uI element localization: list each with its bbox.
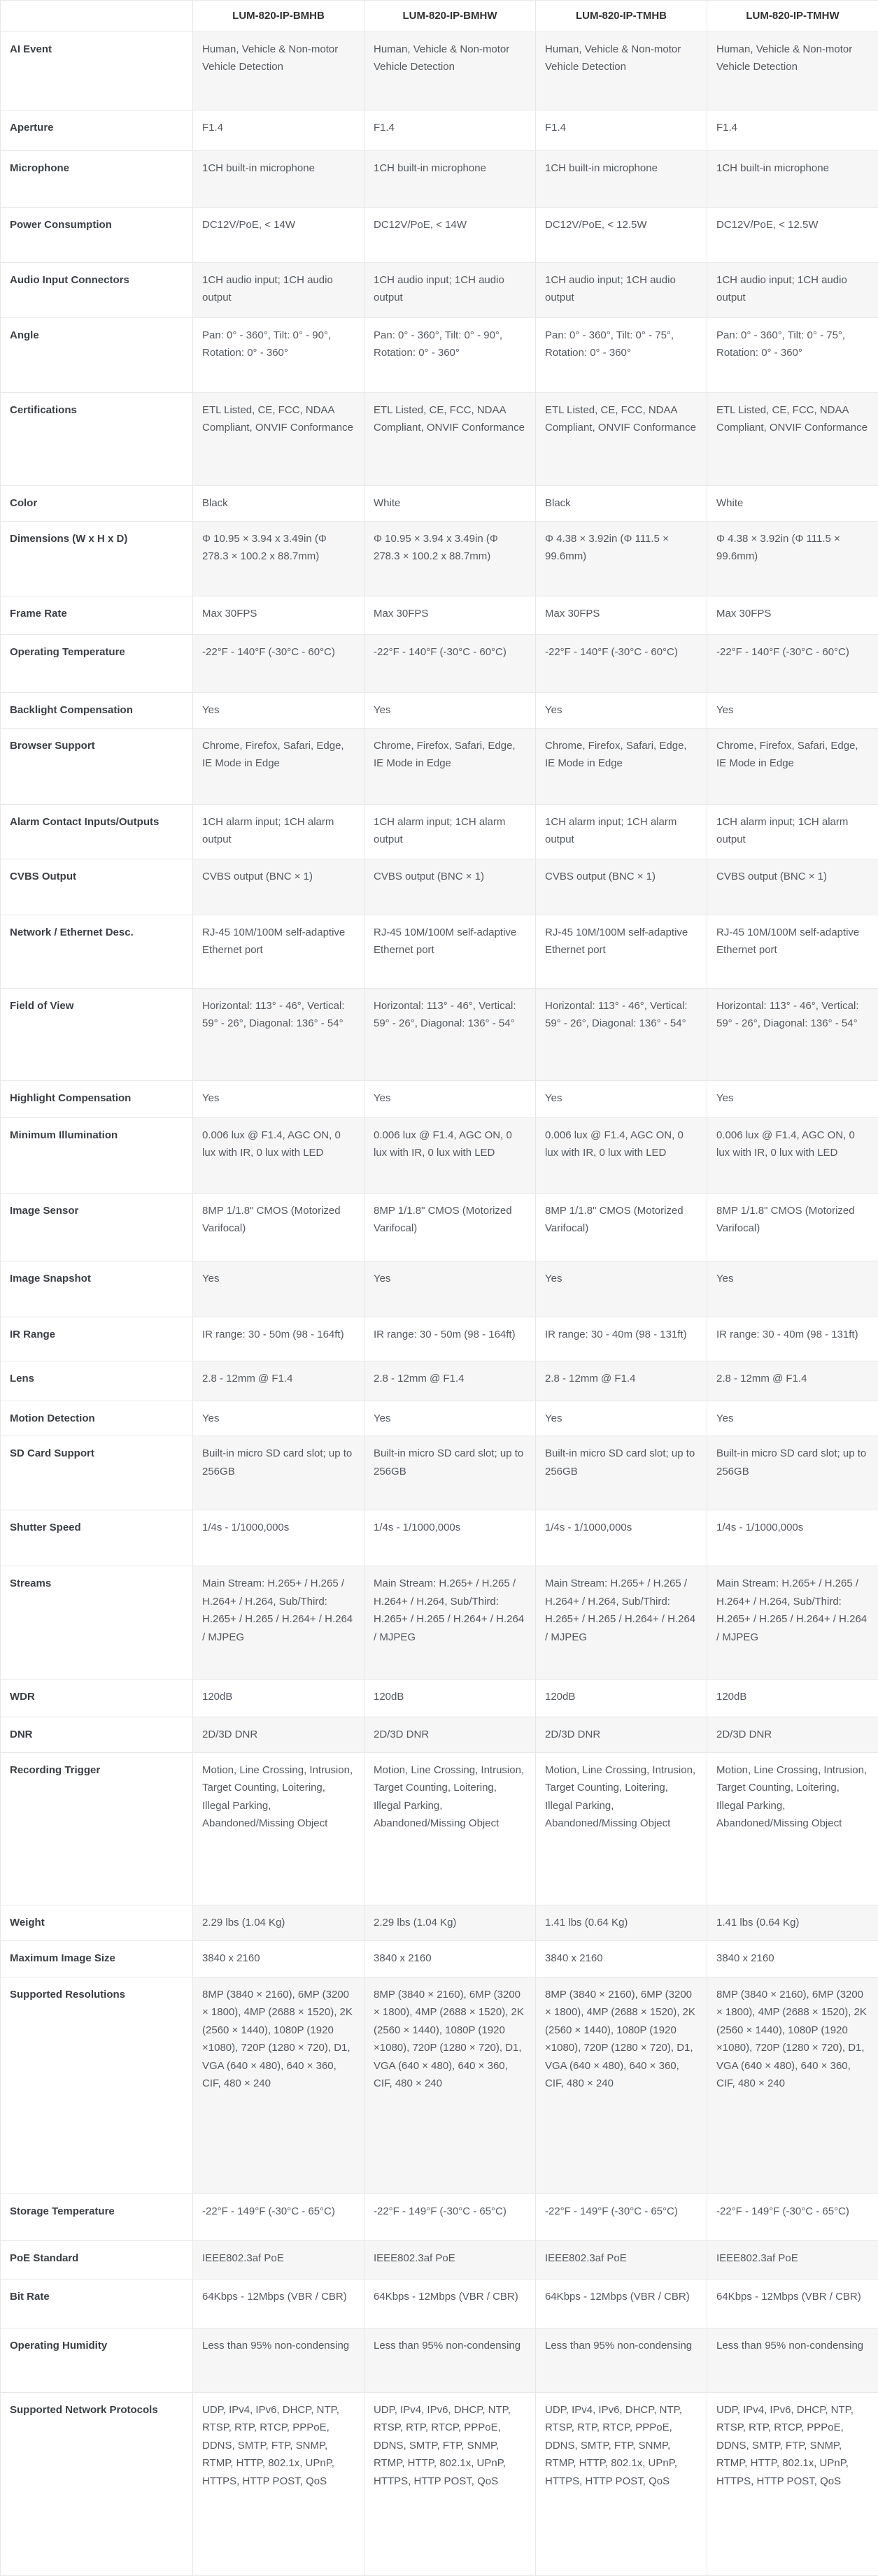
spec-value-cell: Human, Vehicle & Non-motor Vehicle Detection — [364, 31, 536, 110]
spec-value-cell: Chrome, Firefox, Safari, Edge, IE Mode in Edge — [364, 728, 536, 804]
table-row — [1, 521, 878, 596]
spec-value-cell: 120dB — [364, 1680, 536, 1717]
spec-label-cell: Alarm Contact Inputs/Outputs — [1, 804, 193, 859]
spec-value-cell: 64Kbps - 12Mbps (VBR / CBR) — [364, 2279, 536, 2328]
spec-label-cell: Maximum Image Size — [1, 1940, 193, 1977]
spec-value-cell: Yes — [707, 1401, 878, 1436]
table-row — [1, 110, 878, 150]
spec-value-cell: White — [364, 485, 536, 521]
spec-value-cell: DC12V/PoE, < 12.5W — [536, 207, 707, 262]
spec-value-cell: -22°F - 149°F (-30°C - 65°C) — [707, 2194, 878, 2240]
spec-value-cell: 120dB — [536, 1680, 707, 1717]
spec-value-cell: IEEE802.3af PoE — [364, 2240, 536, 2279]
spec-value-cell: Yes — [193, 1261, 364, 1317]
spec-value-cell: IR range: 30 - 40m (98 - 131ft) — [536, 1317, 707, 1361]
spec-label-cell: Operating Temperature — [1, 634, 193, 692]
table-row — [1, 1401, 878, 1436]
table-row — [1, 1261, 878, 1317]
spec-value-cell: Max 30FPS — [364, 596, 536, 634]
spec-value-cell: CVBS output (BNC × 1) — [364, 859, 536, 915]
spec-value-cell: Human, Vehicle & Non-motor Vehicle Detection — [536, 31, 707, 110]
table-row — [1, 1717, 878, 1753]
spec-value-cell: Built-in micro SD card slot; up to 256GB — [536, 1436, 707, 1510]
spec-value-cell: 1CH audio input; 1CH audio output — [193, 262, 364, 317]
spec-value-cell: -22°F - 149°F (-30°C - 65°C) — [536, 2194, 707, 2240]
table-row — [1, 1752, 878, 1905]
spec-value-cell: RJ-45 10M/100M self-adaptive Ethernet port — [364, 915, 536, 988]
spec-value-cell: 2D/3D DNR — [707, 1717, 878, 1753]
spec-value-cell: DC12V/PoE, < 14W — [193, 207, 364, 262]
table-row — [1, 634, 878, 692]
spec-value-cell: Motion, Line Crossing, Intrusion, Target Counting, Loitering, Illegal Parking, Abandoned/Missing Object — [707, 1752, 878, 1905]
spec-value-cell: Horizontal: 113° - 46°, Vertical: 59° - 26°, Diagonal: 136° - 54° — [536, 988, 707, 1080]
spec-value-cell: Less than 95% non-condensing — [364, 2328, 536, 2392]
spec-value-cell: Motion, Line Crossing, Intrusion, Target Counting, Loitering, Illegal Parking, Abandoned/Missing Object — [193, 1752, 364, 1905]
spec-value-cell: -22°F - 149°F (-30°C - 65°C) — [364, 2194, 536, 2240]
table-row — [1, 1977, 878, 2194]
table-header — [1, 1, 878, 32]
spec-label-cell: Audio Input Connectors — [1, 262, 193, 317]
column-header-3: LUM-820-IP-TMHB — [536, 1, 707, 32]
spec-value-cell: Horizontal: 113° - 46°, Vertical: 59° - 26°, Diagonal: 136° - 54° — [707, 988, 878, 1080]
spec-value-cell: DC12V/PoE, < 14W — [364, 207, 536, 262]
spec-value-cell: 1CH built-in microphone — [536, 150, 707, 207]
spec-value-cell: 1CH alarm input; 1CH alarm output — [536, 804, 707, 859]
spec-value-cell: IR range: 30 - 40m (98 - 131ft) — [707, 1317, 878, 1361]
spec-label-cell: Shutter Speed — [1, 1510, 193, 1566]
spec-value-cell: Yes — [364, 1261, 536, 1317]
spec-label-cell: Operating Humidity — [1, 2328, 193, 2392]
spec-label-cell: Color — [1, 485, 193, 521]
spec-value-cell: Pan: 0° - 360°, Tilt: 0° - 75°, Rotation: 0° - 360° — [536, 317, 707, 392]
table-row — [1, 1905, 878, 1940]
spec-value-cell: RJ-45 10M/100M self-adaptive Ethernet port — [707, 915, 878, 988]
spec-label-cell: Dimensions (W x H x D) — [1, 521, 193, 596]
spec-value-cell: -22°F - 140°F (-30°C - 60°C) — [536, 634, 707, 692]
spec-value-cell: 0.006 lux @ F1.4, AGC ON, 0 lux with IR, 0 lux with LED — [193, 1117, 364, 1193]
spec-label-cell: Certifications — [1, 392, 193, 485]
spec-value-cell: 1/4s - 1/1000,000s — [707, 1510, 878, 1566]
spec-value-cell: 8MP 1/1.8" CMOS (Motorized Varifocal) — [364, 1193, 536, 1261]
spec-value-cell: Chrome, Firefox, Safari, Edge, IE Mode in Edge — [707, 728, 878, 804]
spec-value-cell: 120dB — [193, 1680, 364, 1717]
spec-value-cell: ETL Listed, CE, FCC, NDAA Compliant, ONVIF Conformance — [364, 392, 536, 485]
spec-value-cell: Black — [193, 485, 364, 521]
table-row — [1, 596, 878, 634]
table-row — [1, 2392, 878, 2575]
spec-value-cell: 8MP (3840 × 2160), 6MP (3200 × 1800), 4MP (2688 × 1520), 2K (2560 × 1440), 1080P (1920 ×1080), 720P (1280 × 720), D1, VGA (640 × 480), 640 × 360, CIF, 480 × 240 — [193, 1977, 364, 2194]
spec-label-cell: AI Event — [1, 31, 193, 110]
table-row — [1, 2194, 878, 2240]
spec-value-cell: 1/4s - 1/1000,000s — [536, 1510, 707, 1566]
spec-value-cell: 1CH alarm input; 1CH alarm output — [364, 804, 536, 859]
spec-value-cell: Max 30FPS — [193, 596, 364, 634]
spec-value-cell: F1.4 — [707, 110, 878, 150]
spec-value-cell: DC12V/PoE, < 12.5W — [707, 207, 878, 262]
spec-value-cell: Human, Vehicle & Non-motor Vehicle Detection — [193, 31, 364, 110]
spec-value-cell: UDP, IPv4, IPv6, DHCP, NTP, RTSP, RTP, RTCP, PPPoE, DDNS, SMTP, FTP, SNMP, RTMP, HTTP, 802.1x, UPnP, HTTPS, HTTP POST, QoS — [536, 2392, 707, 2575]
table-body — [1, 31, 878, 2575]
table-row — [1, 804, 878, 859]
spec-value-cell: 0.006 lux @ F1.4, AGC ON, 0 lux with IR, 0 lux with LED — [364, 1117, 536, 1193]
spec-value-cell: Pan: 0° - 360°, Tilt: 0° - 90°, Rotation: 0° - 360° — [193, 317, 364, 392]
spec-value-cell: Main Stream: H.265+ / H.265 / H.264+ / H.264, Sub/Third: H.265+ / H.265 / H.264+ / H.264 / MJPEG — [536, 1566, 707, 1680]
table-row — [1, 2279, 878, 2328]
spec-value-cell: 1CH alarm input; 1CH alarm output — [707, 804, 878, 859]
spec-value-cell: 1CH alarm input; 1CH alarm output — [193, 804, 364, 859]
column-header-1: LUM-820-IP-BMHB — [193, 1, 364, 32]
table-row — [1, 1680, 878, 1717]
spec-value-cell: Yes — [193, 1080, 364, 1117]
spec-value-cell: CVBS output (BNC × 1) — [193, 859, 364, 915]
spec-value-cell: 2.8 - 12mm @ F1.4 — [193, 1361, 364, 1401]
spec-value-cell: UDP, IPv4, IPv6, DHCP, NTP, RTSP, RTP, RTCP, PPPoE, DDNS, SMTP, FTP, SNMP, RTMP, HTTP, 802.1x, UPnP, HTTPS, HTTP POST, QoS — [707, 2392, 878, 2575]
header-row — [1, 1, 878, 32]
spec-value-cell: Max 30FPS — [707, 596, 878, 634]
spec-value-cell: Yes — [193, 1401, 364, 1436]
spec-label-cell: Power Consumption — [1, 207, 193, 262]
spec-value-cell: Main Stream: H.265+ / H.265 / H.264+ / H.264, Sub/Third: H.265+ / H.265 / H.264+ / H.264 / MJPEG — [193, 1566, 364, 1680]
spec-value-cell: Human, Vehicle & Non-motor Vehicle Detection — [707, 31, 878, 110]
spec-value-cell: Black — [536, 485, 707, 521]
spec-value-cell: UDP, IPv4, IPv6, DHCP, NTP, RTSP, RTP, RTCP, PPPoE, DDNS, SMTP, FTP, SNMP, RTMP, HTTP, 802.1x, UPnP, HTTPS, HTTP POST, QoS — [364, 2392, 536, 2575]
spec-value-cell: Φ 10.95 × 3.94 x 3.49in (Φ 278.3 × 100.2 x 88.7mm) — [364, 521, 536, 596]
spec-value-cell: 2.8 - 12mm @ F1.4 — [707, 1361, 878, 1401]
spec-value-cell: Yes — [536, 1401, 707, 1436]
spec-value-cell: Main Stream: H.265+ / H.265 / H.264+ / H.264, Sub/Third: H.265+ / H.265 / H.264+ / H.264 / MJPEG — [707, 1566, 878, 1680]
spec-value-cell: Less than 95% non-condensing — [193, 2328, 364, 2392]
spec-value-cell: 8MP (3840 × 2160), 6MP (3200 × 1800), 4MP (2688 × 1520), 2K (2560 × 1440), 1080P (1920 ×1080), 720P (1280 × 720), D1, VGA (640 × 480), 640 × 360, CIF, 480 × 240 — [536, 1977, 707, 2194]
spec-label-cell: IR Range — [1, 1317, 193, 1361]
spec-value-cell: 8MP 1/1.8" CMOS (Motorized Varifocal) — [193, 1193, 364, 1261]
spec-value-cell: -22°F - 140°F (-30°C - 60°C) — [364, 634, 536, 692]
table-row — [1, 1361, 878, 1401]
spec-value-cell: F1.4 — [536, 110, 707, 150]
spec-label-cell: Microphone — [1, 150, 193, 207]
spec-value-cell: Main Stream: H.265+ / H.265 / H.264+ / H.264, Sub/Third: H.265+ / H.265 / H.264+ / H.264 / MJPEG — [364, 1566, 536, 1680]
spec-value-cell: IR range: 30 - 50m (98 - 164ft) — [193, 1317, 364, 1361]
spec-value-cell: 3840 x 2160 — [193, 1940, 364, 1977]
spec-label-cell: Network / Ethernet Desc. — [1, 915, 193, 988]
spec-value-cell: Yes — [364, 692, 536, 728]
spec-value-cell: 64Kbps - 12Mbps (VBR / CBR) — [193, 2279, 364, 2328]
spec-value-cell: Yes — [707, 1080, 878, 1117]
spec-value-cell: UDP, IPv4, IPv6, DHCP, NTP, RTSP, RTP, RTCP, PPPoE, DDNS, SMTP, FTP, SNMP, RTMP, HTTP, 802.1x, UPnP, HTTPS, HTTP POST, QoS — [193, 2392, 364, 2575]
spec-value-cell: CVBS output (BNC × 1) — [536, 859, 707, 915]
spec-label-cell: Aperture — [1, 110, 193, 150]
table-row — [1, 1436, 878, 1510]
spec-value-cell: ETL Listed, CE, FCC, NDAA Compliant, ONVIF Conformance — [707, 392, 878, 485]
column-header-2: LUM-820-IP-BMHW — [364, 1, 536, 32]
spec-value-cell: IEEE802.3af PoE — [193, 2240, 364, 2279]
spec-value-cell: 8MP 1/1.8" CMOS (Motorized Varifocal) — [536, 1193, 707, 1261]
spec-label-cell: Supported Network Protocols — [1, 2392, 193, 2575]
spec-value-cell: 1CH audio input; 1CH audio output — [364, 262, 536, 317]
spec-value-cell: Yes — [364, 1401, 536, 1436]
table-row — [1, 1940, 878, 1977]
table-row — [1, 207, 878, 262]
spec-value-cell: Yes — [193, 692, 364, 728]
spec-value-cell: 1CH audio input; 1CH audio output — [536, 262, 707, 317]
spec-value-cell: 1.41 lbs (0.64 Kg) — [707, 1905, 878, 1940]
table-row — [1, 1193, 878, 1261]
spec-value-cell: -22°F - 140°F (-30°C - 60°C) — [707, 634, 878, 692]
spec-value-cell: Yes — [707, 1261, 878, 1317]
table-row — [1, 728, 878, 804]
spec-value-cell: Horizontal: 113° - 46°, Vertical: 59° - 26°, Diagonal: 136° - 54° — [364, 988, 536, 1080]
spec-value-cell: 3840 x 2160 — [364, 1940, 536, 1977]
spec-value-cell: 120dB — [707, 1680, 878, 1717]
spec-label-cell: Storage Temperature — [1, 2194, 193, 2240]
table-row — [1, 1117, 878, 1193]
spec-value-cell: 8MP 1/1.8" CMOS (Motorized Varifocal) — [707, 1193, 878, 1261]
spec-value-cell: IR range: 30 - 50m (98 - 164ft) — [364, 1317, 536, 1361]
spec-value-cell: Pan: 0° - 360°, Tilt: 0° - 90°, Rotation: 0° - 360° — [364, 317, 536, 392]
corner-cell — [1, 1, 193, 32]
spec-label-cell: Highlight Compensation — [1, 1080, 193, 1117]
spec-value-cell: Built-in micro SD card slot; up to 256GB — [193, 1436, 364, 1510]
spec-label-cell: DNR — [1, 1717, 193, 1753]
spec-label-cell: PoE Standard — [1, 2240, 193, 2279]
spec-value-cell: 3840 x 2160 — [536, 1940, 707, 1977]
spec-value-cell: ETL Listed, CE, FCC, NDAA Compliant, ONVIF Conformance — [536, 392, 707, 485]
table-row — [1, 692, 878, 728]
spec-value-cell: RJ-45 10M/100M self-adaptive Ethernet port — [193, 915, 364, 988]
spec-value-cell: F1.4 — [364, 110, 536, 150]
spec-value-cell: Φ 4.38 × 3.92in (Φ 111.5 × 99.6mm) — [536, 521, 707, 596]
table-row — [1, 2240, 878, 2279]
spec-value-cell: 1CH built-in microphone — [364, 150, 536, 207]
spec-value-cell: Built-in micro SD card slot; up to 256GB — [707, 1436, 878, 1510]
spec-value-cell: 1.41 lbs (0.64 Kg) — [536, 1905, 707, 1940]
spec-value-cell: CVBS output (BNC × 1) — [707, 859, 878, 915]
spec-value-cell: Built-in micro SD card slot; up to 256GB — [364, 1436, 536, 1510]
spec-value-cell: 1CH built-in microphone — [707, 150, 878, 207]
spec-value-cell: 2D/3D DNR — [364, 1717, 536, 1753]
spec-value-cell: RJ-45 10M/100M self-adaptive Ethernet port — [536, 915, 707, 988]
table-row — [1, 1510, 878, 1566]
table-row — [1, 485, 878, 521]
spec-label-cell: Browser Support — [1, 728, 193, 804]
spec-value-cell: 2D/3D DNR — [193, 1717, 364, 1753]
spec-value-cell: Horizontal: 113° - 46°, Vertical: 59° - 26°, Diagonal: 136° - 54° — [193, 988, 364, 1080]
spec-value-cell: 3840 x 2160 — [707, 1940, 878, 1977]
spec-value-cell: Motion, Line Crossing, Intrusion, Target Counting, Loitering, Illegal Parking, Abandoned/Missing Object — [364, 1752, 536, 1905]
spec-value-cell: Less than 95% non-condensing — [536, 2328, 707, 2392]
spec-label-cell: WDR — [1, 1680, 193, 1717]
spec-value-cell: 2.8 - 12mm @ F1.4 — [364, 1361, 536, 1401]
spec-label-cell: Backlight Compensation — [1, 692, 193, 728]
table-row — [1, 1566, 878, 1680]
spec-value-cell: ETL Listed, CE, FCC, NDAA Compliant, ONVIF Conformance — [193, 392, 364, 485]
spec-value-cell: 64Kbps - 12Mbps (VBR / CBR) — [536, 2279, 707, 2328]
spec-value-cell: -22°F - 140°F (-30°C - 60°C) — [193, 634, 364, 692]
spec-value-cell: Chrome, Firefox, Safari, Edge, IE Mode in Edge — [536, 728, 707, 804]
table-row — [1, 915, 878, 988]
spec-value-cell: 1/4s - 1/1000,000s — [364, 1510, 536, 1566]
spec-value-cell: 8MP (3840 × 2160), 6MP (3200 × 1800), 4MP (2688 × 1520), 2K (2560 × 1440), 1080P (1920 ×1080), 720P (1280 × 720), D1, VGA (640 × 480), 640 × 360, CIF, 480 × 240 — [364, 1977, 536, 2194]
spec-label-cell: Image Snapshot — [1, 1261, 193, 1317]
table-row — [1, 31, 878, 110]
table-row — [1, 150, 878, 207]
spec-value-cell: -22°F - 149°F (-30°C - 65°C) — [193, 2194, 364, 2240]
spec-value-cell: 1/4s - 1/1000,000s — [193, 1510, 364, 1566]
spec-label-cell: Lens — [1, 1361, 193, 1401]
spec-value-cell: F1.4 — [193, 110, 364, 150]
table-row — [1, 262, 878, 317]
spec-value-cell: Motion, Line Crossing, Intrusion, Target Counting, Loitering, Illegal Parking, Abandoned/Missing Object — [536, 1752, 707, 1905]
spec-label-cell: Field of View — [1, 988, 193, 1080]
spec-value-cell: IEEE802.3af PoE — [707, 2240, 878, 2279]
spec-value-cell: 1CH built-in microphone — [193, 150, 364, 207]
column-header-4: LUM-820-IP-TMHW — [707, 1, 878, 32]
spec-label-cell: Frame Rate — [1, 596, 193, 634]
table-row — [1, 317, 878, 392]
table-row — [1, 392, 878, 485]
spec-value-cell: Yes — [536, 1080, 707, 1117]
spec-value-cell: 0.006 lux @ F1.4, AGC ON, 0 lux with IR, 0 lux with LED — [536, 1117, 707, 1193]
spec-label-cell: Image Sensor — [1, 1193, 193, 1261]
spec-label-cell: Bit Rate — [1, 2279, 193, 2328]
spec-value-cell: Yes — [536, 692, 707, 728]
spec-label-cell: Recording Trigger — [1, 1752, 193, 1905]
table-row — [1, 2328, 878, 2392]
spec-value-cell: Yes — [364, 1080, 536, 1117]
spec-value-cell: 2.29 lbs (1.04 Kg) — [364, 1905, 536, 1940]
spec-value-cell: White — [707, 485, 878, 521]
spec-value-cell: Chrome, Firefox, Safari, Edge, IE Mode in Edge — [193, 728, 364, 804]
table-row — [1, 1080, 878, 1117]
spec-label-cell: Weight — [1, 1905, 193, 1940]
spec-value-cell: 2D/3D DNR — [536, 1717, 707, 1753]
spec-value-cell: Pan: 0° - 360°, Tilt: 0° - 75°, Rotation: 0° - 360° — [707, 317, 878, 392]
spec-value-cell: IEEE802.3af PoE — [536, 2240, 707, 2279]
table-row — [1, 988, 878, 1080]
spec-label-cell: Angle — [1, 317, 193, 392]
spec-label-cell: Minimum Illumination — [1, 1117, 193, 1193]
table-row — [1, 859, 878, 915]
spec-value-cell: Φ 4.38 × 3.92in (Φ 111.5 × 99.6mm) — [707, 521, 878, 596]
spec-value-cell: 2.8 - 12mm @ F1.4 — [536, 1361, 707, 1401]
spec-value-cell: Less than 95% non-condensing — [707, 2328, 878, 2392]
spec-label-cell: Streams — [1, 1566, 193, 1680]
spec-value-cell: 64Kbps - 12Mbps (VBR / CBR) — [707, 2279, 878, 2328]
spec-value-cell: Φ 10.95 × 3.94 x 3.49in (Φ 278.3 × 100.2 x 88.7mm) — [193, 521, 364, 596]
spec-value-cell: Max 30FPS — [536, 596, 707, 634]
spec-value-cell: 2.29 lbs (1.04 Kg) — [193, 1905, 364, 1940]
spec-label-cell: CVBS Output — [1, 859, 193, 915]
spec-label-cell: Supported Resolutions — [1, 1977, 193, 2194]
spec-value-cell: 1CH audio input; 1CH audio output — [707, 262, 878, 317]
spec-value-cell: 8MP (3840 × 2160), 6MP (3200 × 1800), 4MP (2688 × 1520), 2K (2560 × 1440), 1080P (1920 ×1080), 720P (1280 × 720), D1, VGA (640 × 480), 640 × 360, CIF, 480 × 240 — [707, 1977, 878, 2194]
table-row — [1, 1317, 878, 1361]
spec-label-cell: SD Card Support — [1, 1436, 193, 1510]
spec-value-cell: 0.006 lux @ F1.4, AGC ON, 0 lux with IR, 0 lux with LED — [707, 1117, 878, 1193]
spec-label-cell: Motion Detection — [1, 1401, 193, 1436]
spec-value-cell: Yes — [707, 692, 878, 728]
spec-value-cell: Yes — [536, 1261, 707, 1317]
